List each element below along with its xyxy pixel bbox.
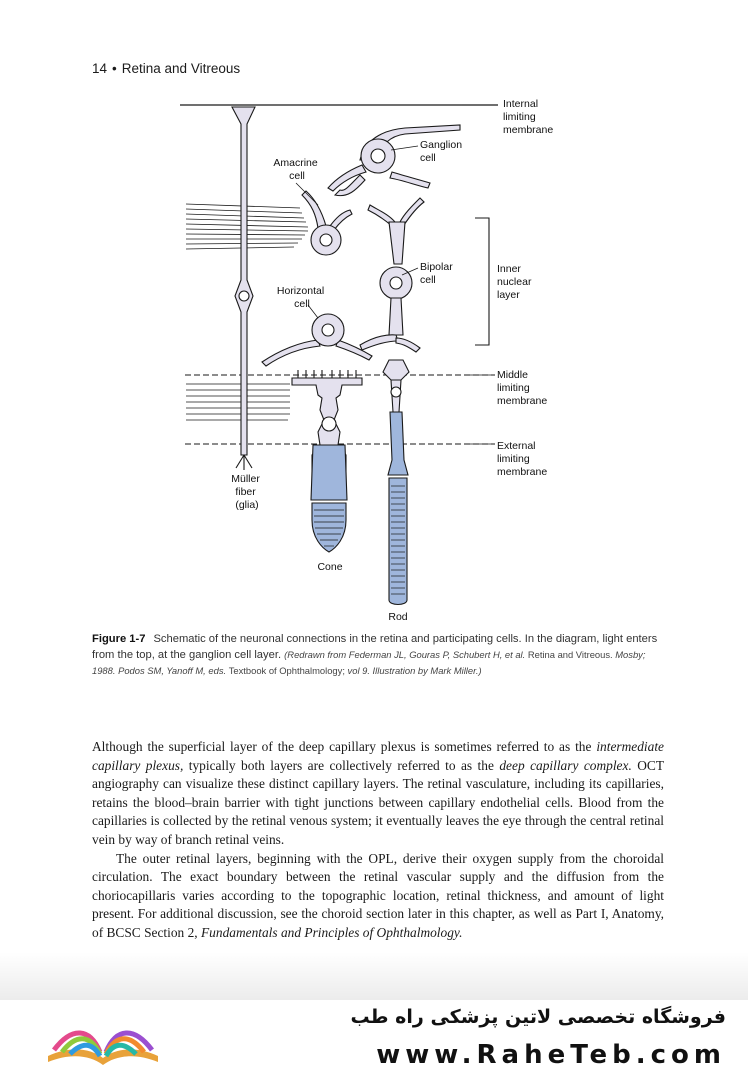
italic-term: intermediate capillary plexus,: [92, 739, 664, 773]
running-head-title: Retina and Vitreous: [121, 61, 241, 76]
label-internal-limiting-membrane: Internal limiting membrane: [503, 98, 554, 136]
text-run: OCT angiography can visualize these distinct capillary layers. The retinal vasculature, including its capillaries, retains the blood–brain barrier with tight junctions between capillary endothelial cells. Blood from the capillaries is collected by the retinal venous system; it eventually leaves the eye through the central retinal vein by way of branch retinal veins.: [92, 757, 665, 847]
running-head: [92, 61, 240, 76]
bipolar-cell: [360, 198, 424, 412]
label-rod: Rod: [388, 611, 408, 623]
label-amacrine-cell: Amacrine cell: [273, 157, 318, 182]
italic-term: Fundamentals and Principles of Ophthalmology.: [201, 924, 463, 940]
text-run: typically both layers are collectively referred to as the: [183, 757, 500, 773]
caption-text: Schematic of the neuronal connections in the retina and participating cells. In the diagram, light enters from the top, at the ganglion cell layer.: [92, 633, 658, 661]
horizontal-cell: [262, 314, 372, 366]
label-muller-fiber: Müller fiber (glia): [231, 473, 260, 511]
footer-banner: [0, 1000, 748, 1080]
label-ganglion-cell: Ganglion cell: [420, 139, 463, 164]
figure-caption: [92, 631, 664, 679]
ganglion-cell: [328, 125, 460, 196]
store-name: فروشگاه تخصصی لاتین پزشکی راه طب: [350, 1006, 726, 1028]
label-external-limiting-membrane: External limiting membrane: [497, 440, 548, 478]
label-bipolar-cell: Bipolar cell: [420, 261, 453, 286]
italic-term: deep capillary complex.: [499, 757, 632, 773]
label-horizontal-cell: Horizontal cell: [276, 285, 325, 310]
label-cone: Cone: [317, 561, 343, 573]
footer-fade: [0, 952, 748, 1000]
page-number: 14: [92, 61, 108, 76]
open-book-logo: [40, 1012, 166, 1070]
caption-credit: (Redrawn from Federman JL, Gouras P, Schubert H, et al. Retina and Vitreous. Mosby; 1988. Podos SM, Yanoff M, eds. Textbook of Ophthalmology; vol 9. Illustration by Mark Miller.): [92, 649, 646, 676]
retina-schematic-figure: [0, 85, 748, 625]
body-text: [92, 738, 664, 943]
inner-nuclear-layer-bracket: [475, 218, 489, 345]
label-middle-limiting-membrane: Middle limiting membrane: [497, 369, 548, 407]
text-run: Although the superficial layer of the deep capillary plexus is sometimes referred to as the: [92, 739, 597, 754]
amacrine-cell: [302, 191, 352, 255]
text-run: The outer retinal layers, beginning with the OPL, derive their oxygen supply from the choroidal circulation. The exact boundary between the retinal vascular supply and the diffusion from the choriocapillaris varies according to the topographic location, retinal thickness, and amount of light present. For additional discussion, see the choroid section later in this chapter, as well as Part I, Anatomy, of BCSC Section 2,: [92, 850, 664, 940]
running-head-separator: •: [112, 61, 117, 76]
label-inner-nuclear-layer: Inner nuclear layer: [497, 263, 532, 301]
figure-number: Figure 1-7: [92, 633, 146, 645]
cone: [292, 370, 362, 552]
body-paragraph-2: [92, 850, 664, 943]
rod: [388, 412, 408, 605]
website-link[interactable]: www.RaheTeb.com: [376, 1040, 726, 1070]
body-paragraph-1: [92, 738, 664, 850]
muller-fiber: [232, 107, 255, 470]
